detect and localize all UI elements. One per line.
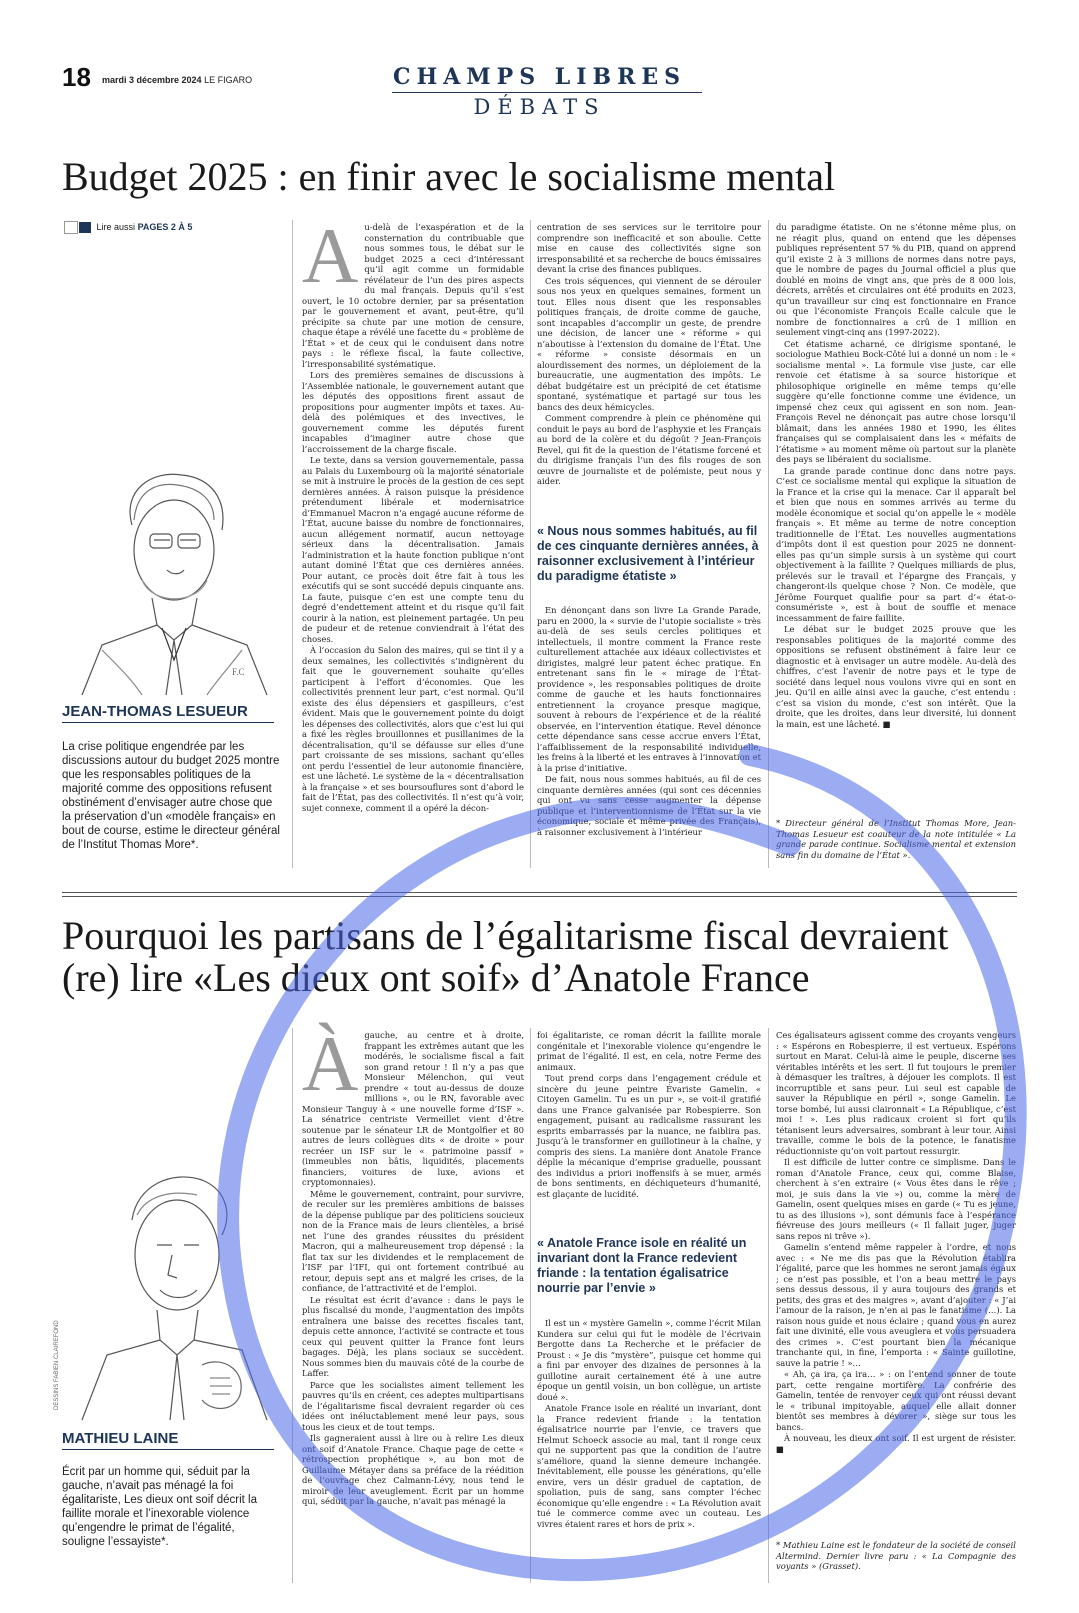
paragraph: Même le gouvernement, contraint, pour survivre, de reculer sur les premières ambitions de baisses de la dépense publique par des politiciens soucieux non de la France mais de leurs clientèles, a brisé net l’une des grandes réussites du président Macron, qui a malheureusement trop dépensé : la flat tax sur les dividendes et le remplacement de l’ISF par l’IFI, qui ont fortement contribué au retour, depuis sept ans et malgré les crises, de la confiance, de l’attractivité et de l’emploi. (302, 1188, 524, 1293)
author-rule (62, 722, 274, 723)
paragraph: Le débat sur le budget 2025 prouve que les responsables politiques de la majorité comme des oppositions se refusent obstinément à faire leur ce diagnostic et à envisager un autre modèle. Au-delà des chiffres, c’est l’avenir de notre pays et le type de société dans lequel nous voulons vivre qui en sont en jeu. Qu’il en aille ainsi avec la gauche, c’est entendu : c’est sa vision du monde, c’est son intérêt. Que la droite, que les droites, dans leur diversité, lui donnent la main, est une lâcheté. ■ (776, 624, 1016, 729)
paragraph: De fait, nous nous sommes habitués, au fil de ces cinquante dernières années (qui sont ces décennies qui ont vu sans cesse augmenter la dépense publique et l’interventionnisme de l’État sur la vie économique, sociale et même privée des Français), à raisonner exclusivement à l’intérieur (537, 774, 761, 837)
column-divider (292, 1028, 293, 1583)
article2-title-line2: (re) lire «Les dieux ont soif» d’Anatole France (62, 955, 810, 1000)
paragraph: À nouveau, les dieux ont soif. Il est urgent de résister. ■ (776, 1433, 1016, 1454)
paragraph: Il est un « mystère Gamelin », comme l’écrit Milan Kundera sur celui qui fut le modèle de l’écrivain Bergotte dans La Recherche et le préfacier de Proust : « Je dis “mystère”, puisque cet homme qui a fini par envoyer des dizaines de personnes à la guillotine aurait certainement été à une autre époque un gentil voisin, un bon collègue, un artiste doué ». (537, 1318, 761, 1402)
article1-column-2a (537, 222, 761, 518)
article1-footnote: * Directeur général de l’Institut Thomas More, Jean-Thomas Lesueur est coauteur de la note intitulée « La grande parade continue. Socialisme mental et extension sans fin du domaine de l’État ». (776, 818, 1016, 860)
publication-name: LE FIGARO (204, 75, 253, 85)
author-name-laine: MATHIEU LAINE (62, 1430, 179, 1447)
column-divider (768, 1028, 769, 1583)
figaro-icon (79, 222, 91, 233)
paragraph: Ils gagneraient aussi à lire ou à relire Les dieux ont soif d’Anatole France. Chaque page de cette « rétrospection prophétique », au bon mot de Guillaume Métayer dans sa préface de la réédition de l’ouvrage chez Calmann-Lévy, nous tend le miroir de leur aveuglement. Écrit par un homme qui, séduit par la gauche, n’avait pas ménagé la (302, 1433, 524, 1506)
portrait-credit: DESSINS FABIEN CLAIREFOND (54, 1320, 60, 1410)
article-separator (62, 892, 1017, 897)
column-divider (530, 220, 531, 868)
see-also-label: Lire aussi (96, 221, 136, 232)
column-divider (768, 220, 769, 868)
article2-pull-quote: « Anatole France isole en réalité un invariant dont la France redevient friande : la tentation égalisatrice nourrie par l’envie » (537, 1236, 747, 1295)
article2-column-2b (537, 1318, 761, 1583)
paragraph: Parce que les socialistes aiment tellement les pauvres qu’ils en créent, ces adeptes multipartisans de l’égalitarisme fiscal devraient regarder où ces idées ont inéluctablement mené leur pays, sous tous les cieux et de tout temps. (302, 1379, 524, 1432)
paragraph: Gamelin s’entend même rappeler à l’ordre, et nous avec : « Ne me dis pas que la Révolution établira l’égalité, parce que les hommes ne seront jamais égaux ; ce n’est pas possible, et l’on a beau mettre le pays sens dessus dessous, il y aura toujours des grands et petits, des gras et des maigres », avant d’ajouter : « J’ai l’amour de la raison, je n’en ai pas le fanatisme (…). La raison nous guide et nous éclaire ; quand vous en aurez fait une divinité, elle vous aveuglera et vous persuadera des crimes ». C’est pourtant bien la mécanique tranchante qui, in fine, l’emporta : « Sainte guillotine, sauve la patrie ! »… (776, 1242, 1016, 1368)
article2-column-2a (537, 1030, 761, 1230)
paragraph: u-delà de l’exaspération et de la consternation du contribuable que nous sommes tous, le débat sur le budget 2025 a ceci d’intéressant qu’il agit comme un formidable révélateur de l’un des pires aspects du mal français. Depuis qu’il s’est ouvert, le 10 octobre dernier, par sa présentation par le gouvernement et avant, peut-être, qu’il précipite sa chute par une motion de censure, chaque étape a révélé une facette du « problème de l’État » et de ceux qui le conduisent dans notre pays : le réflexe fiscal, la faute collective, l’irresponsabilité systématique. (302, 222, 524, 369)
paragraph: En dénonçant dans son livre La Grande Parade, paru en 2000, la « survie de l’utopie socialiste » très au-delà de ses seuls cercles politiques et intellectuels, il montre comment la France reste culturellement attachée aux idéaux collectivistes et dirigistes, malgré leur patent échec pratique. En entretenant sans fin le « mirage de l’État-providence », les responsables politiques de droite comme de gauche et les hauts fonctionnaires entretiennent la croyance presque magique, souvent à rebours de l’expérience et de la réalité observée, en l’intervention étatique. Revel dénonce cette dépendance sans cesse accrue envers l’État, l’affaiblissement de la responsabilité individuelle, les freins à la liberté et les entraves à l’innovation et à la prise d’initiative. (537, 605, 761, 773)
column-divider (530, 1028, 531, 1583)
paragraph: foi égalitariste, ce roman décrit la faillite morale congénitale et l’inexorable violence qu’engendre le primat de l’égalité. Il est, en cela, notre Ferme des animaux. (537, 1030, 761, 1072)
see-also-pages[interactable]: PAGES 2 À 5 (137, 221, 193, 232)
paragraph: Ces trois séquences, qui viennent de se dérouler sous nos yeux en quelques semaines, forment un tout. Elles nous disent que les responsables politiques français, de droite comme de gauche, sont incapables d’accomplir un geste, de prendre une décision, de lancer une « réforme » qui n’aboutisse à l’extension du domaine de l’État. Une « réforme » consiste désormais en un alourdissement des normes, un déploiement de la bureaucratie, une augmentation des impôts. Le débat budgétaire est un précipité de cet étatisme spontané, systématique et partagé sur tous les bancs des deux hémicycles. (537, 275, 761, 412)
paragraph: gauche, au centre et à droite, frappant les extrêmes autant que les modérés, le socialisme fiscal a fait son grand retour ! Il n’y a pas que Monsieur Mélenchon, qui veut prendre « tout au-dessus de douze millions », ou le RN, favorable avec Monsieur Tanguy à « une nouvelle forme d’ISF ». La sénatrice centriste Vermeillet vient d’être soutenue par le sénateur LR de Montgolfier et 80 autres de leurs collègues dits « de droite » pour recréer un ISF sur le « patrimoine passif » (immeubles non bâtis, liquidités, placements financiers, voitures de luxe, avions et cryptomonnaies). (302, 1030, 524, 1187)
paragraph: Anatole France isole en réalité un invariant, dont la France redevient friande : la tentation égalisatrice nourrie par l’envie, ce travers que Helmut Schoeck associe au mal, tant il ronge ceux qui ne supportent pas que la condition de l’autre s’améliore, quand la sienne demeure inchangée. Inévitablement, elle pousse les générations, qu’elle envire, vers un désir graduel de captation, de spoliation, puis de sang, sans compter l’échec économique qu’elle engendre : « La Révolution avait tué le commerce comme avec un couteau. Les vivres étaient rares et hors de prix ». (537, 1403, 762, 1529)
article1-column-3 (776, 222, 1016, 812)
paragraph: À l’occasion du Salon des maires, qui se tint il y a deux semaines, les collectivités s’indignèrent du fait que le gouvernement souhaite qu’elles participent à l’effort d’économies. Que les collectivités prennent leur part, c’est normal. Qu’il existe des élus dépensiers et gaspilleurs, c’est évident. Mais que le gouvernement pointe du doigt les dépenses des collectivités, alors que c’est lui qui a fixé les règles brouillonnes et pusillanimes de la décentralisation, qu’il se défausse sur elles d’une part croissante de ses missions, sachant qu’elles ont perdu l’essentiel de leur autonomie financière, est une lâcheté. Le système de la « décentralisation à la française » et ses boursouflures sont d’abord le fait de l’État, pas des collectivités. Il n’est qu’à voir, sujet connexe, comment il a opéré la décon- (302, 645, 524, 813)
page-number: 18 (62, 62, 91, 92)
paragraph: du paradigme étatiste. On ne s’étonne même plus, on ne réagit plus, quand on entend que les dépenses publiques représentent 57 % du PIB, quand on apprend qu’il existe 2 à 3 millions de normes dans notre pays, que le nombre de pages du Journal officiel a plus que doublé en moins de vingt ans, que près de 8 000 lois, décrets, arrêtés et circulaires ont été produits en 2023, qu’un travailleur sur cinq est fonctionnaire en France ou que l’économiste François Ecalle calcule que le nombre de fonctionnaires a crû de 1 million en seulement vingt-cinq ans (1997-2022). (776, 222, 1016, 337)
author-rule (62, 1449, 274, 1450)
article2-column-3 (776, 1030, 1016, 1536)
article2-column-1 (302, 1020, 524, 1585)
paragraph: « Ah, ça ira, ça ira… » : on l’entend sonner de toute part, cette rengaine mortifère. La confrérie des Gamelin, tentée de renvoyer ceux qui ont réussi devant le « tribunal impitoyable, auquel elle allait donner bientôt ses membres à dévorer », siège sur tous les bancs. (776, 1369, 1016, 1432)
article1-title: Budget 2025 : en finir avec le socialisme mental (62, 154, 836, 199)
section-rule (392, 92, 702, 93)
author-portrait-laine (54, 1150, 272, 1420)
dropcap: A (302, 212, 359, 299)
article1-pull-quote: « Nous nous sommes habitués, au fil de ces cinquante dernières années, à raisonner exclusivement à l’intérieur du paradigme étatiste » (537, 524, 759, 583)
see-also[interactable] (64, 221, 192, 234)
section-title: CHAMPS LIBRES (392, 64, 687, 90)
article2-chapo: Écrit par un homme qui, séduit par la gauche, n’avait pas ménagé la foi égalitariste, Les dieux ont soif décrit la faillite morale et l’inexorable violence qu’engendre le primat de l’égalité, souligne l’essayiste*. (62, 1466, 257, 1548)
article1-column-2b (537, 605, 761, 870)
paragraph: centration de ses services sur le territoire pour comprendre son inefficacité et son aboulie. Cette mise en cause des collectivités signe son irresponsabilité et sa recherche de boucs émissaires devant la crise des finances publiques. (537, 222, 761, 274)
paragraph: Il est difficile de lutter contre ce simplisme. Dans le roman d’Anatole France, ceux qui, comme Blaise, cherchent à s’en extraire (« Vous êtes dans le rêve ; moi, je suis dans la vie ») ou, comme la mère de Gamelin, osent quelques mises en garde (« Tu es jeune, tu as des illusions »), sont démunis face à l’espérance fiévreuse des jours meilleurs (« Il fallait juger, juger sans repos ni trêve »). (776, 1157, 1016, 1241)
subsection-title: DÉBATS (473, 95, 606, 119)
paragraph: Ces égalisateurs agissent comme des croyants vengeurs : « Espérons en Robespierre, il est vertueux. Espérons surtout en Marat. Celui-là aime le peuple, discerne ses véritables intérêts et les sert. Il fut toujours le premier à démasquer les traîtres, à déjouer les complots. Il est incorruptible et sans peur. Lui seul est capable de sauver la République en péril », songe Gamelin. Le torse bombé, lui aussi claironnait « La République, c’est moi ! ». Les plus radicaux croient si fort qu’ils tétanisent leurs adversaires, sombrant à leur tour. Ainsi travaille, comme le bois de la potence, le fanatisme réductionniste qu’on voit partout ressurgir. (776, 1030, 1016, 1156)
column-divider (292, 220, 293, 868)
date: mardi 3 décembre 2024 (102, 75, 202, 85)
author-portrait-lesueur (62, 430, 272, 695)
article1-column-1 (302, 212, 524, 870)
article2-title-line1: Pourquoi les partisans de l’égalitarisme fiscal devraient (62, 913, 949, 958)
paragraph: Le texte, dans sa version gouvernementale, passa au Palais du Luxembourg où la majorité sénatoriale se mit à instruire le procès de la gestion de ces sept dernières années. À raison puisque la présidence prétendument libérale et modernisatrice d’Emmanuel Macron n’a engagé aucune réforme de l’État, aucune baisse du nombre de fonctionnaires, aucun allégement normatif, aucun nettoyage sérieux dans la décentralisation. Jamais l’administration et la haute fonction publique n’ont autant dominé l’État que ces dernières années. Pour autant, ce procès doit être fait à tous les exécutifs qui se sont succédé depuis cinquante ans. La faute, puisque c’en est une compte tenu du degré d’endettement atteint et du risque qu’il fait courir à la nation, est pleinement partagée. Un peu de pudeur et de retenue conviendrait à l’état des choses. (302, 455, 524, 644)
paragraph: Cet étatisme acharné, ce dirigisme spontané, le sociologue Mathieu Bock-Côté lui a donné un nom : le « socialisme mental ». La formule vise juste, car elle renvoie cet étatisme à sa source historique et philosophique originelle en même temps qu’elle suggère qu’elle fonctionne comme une évidence, un impensé chez ceux qui agissent en son nom. Jean-François Revel ne dénonçait pas autre chose lorsqu’il blâmait, dans les années 1980 et 1990, les élites françaises qui se complaisaient dans les « méfaits de l’étatisme » au moment même où partout sur la planète des pays se libéraient du socialisme. (776, 338, 1016, 464)
paragraph: Le résultat est écrit d’avance : dans le pays le plus fiscalisé du monde, l’augmentation des impôts entraînera une baisse des recettes fiscales tant, depuis cette annonce, l’activité se contracte et tous ceux qui peuvent quitter la France font leurs bagages. Déjà, les plans sociaux se succèdent. Nous sommes bien du mauvais côté de la courbe de Laffer. (302, 1294, 524, 1378)
author-name-lesueur: JEAN-THOMAS LESUEUR (62, 703, 248, 720)
dropcap: À (302, 1020, 359, 1107)
portrait-signature: F.C (232, 667, 245, 677)
article1-chapo: La crise politique engendrée par les discussions autour du budget 2025 montre que les responsables politiques de la majorité comme des oppositions refusent obstinément d’envisager autre chose que la préservation d’un «modèle français» en bout de course, estime le directeur général de l’Institut Thomas More*. (62, 741, 280, 851)
paragraph: Tout prend corps dans l’engagement crédule et sincère du jeune peintre Évariste Gamelin. « Citoyen Gamelin. Tu es un pur », se voit-il gratifié dans une France galvanisée par Robespierre. Son engagement, puisant au radicalisme rassurant les esprits embarrassés par la nuance, ne faiblira pas. Jusqu’à le transformer en guillotineur à la chaîne, y compris des siens. La manière dont Anatole France déplie la mécanique d’emprise graduelle, poussant des individus a priori inoffensifs à se muer, armés de bons sentiments, en déchiqueteurs d’humanité, est glaçante de lucidité. (537, 1073, 761, 1199)
paragraph: Lors des premières semaines de discussions à l’Assemblée nationale, le gouvernement autant que les députés des oppositions firent assaut de propositions pour augmenter impôts et taxes. Au-delà des polémiques et des invectives, le gouvernement comme les députés furent incapables d’imaginer autre chose que l’accroissement de la charge fiscale. (302, 370, 524, 454)
paragraph: Comment comprendre à plein ce phénomène qui conduit le pays au bord de l’asphyxie et les Français au bord de la colère et du dégoût ? Jean-François Revel, qui fit de la question de l’étatisme forcené et du dirigisme français l’un des fils rouges de son œuvre de journaliste et de polémiste, peut nous y aider. (537, 413, 761, 486)
paragraph: La grande parade continue donc dans notre pays. C’est ce socialisme mental qui explique la situation de la France et la crise qui la menace. Car il apparaît bel et bien que nous en sommes arrivés au terme du modèle économique et social qu’on appelle le « modèle français ». Et même au terme de notre conception traditionnelle de l’État. Les nouvelles augmentations d’impôts dont il est question pour 2025 ne donnent-elles pas qu’un simple sursis à un système qui court objectivement à la faillite ? Quelques milliards de plus, prélevés sur le travail et l’épargne des Français, y changeront-ils quelque chose ? Non. Ce modèle, que Jérôme Fourquet qualifie pour sa part d’« état-o-consumériste », est à bout de souffle et menace incessamment de faire faillite. (776, 465, 1016, 623)
article2-footnote: * Mathieu Laine est le fondateur de la société de conseil Altermind. Dernier livre paru : « La Compagnie des voyants » (Grasset). (776, 1540, 1016, 1571)
plus-icon (64, 221, 78, 234)
